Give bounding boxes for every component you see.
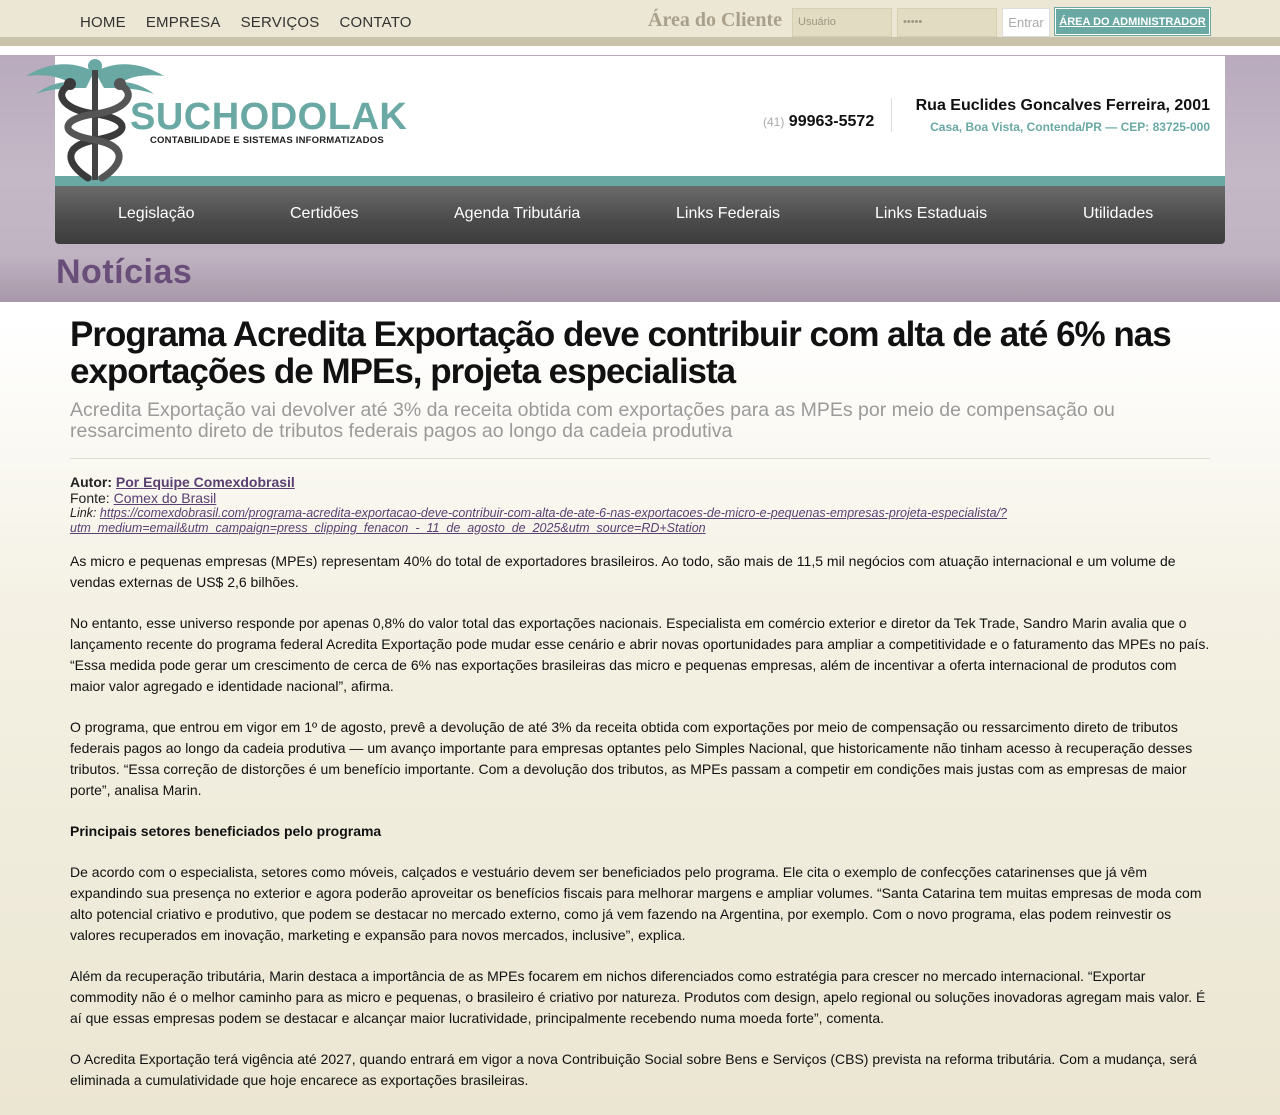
article-subheading: Principais setores beneficiados pelo programa <box>70 823 382 839</box>
phone-number: 99963-5572 <box>788 113 875 130</box>
top-bar <box>0 0 1280 46</box>
article-url[interactable]: https://comexdobrasil.com/programa-acredita-exportacao-deve-contribuir-com-alta-de-ate-6-nas-exportacoes-de-micro-e-pequenas-empresas-projeta-especialista/?utm_medium=email&utm_campaign=press_clipping_fenacon_-_11_de_agosto_de_2025&utm_source=RD+Station <box>70 506 1008 535</box>
phone <box>763 113 874 131</box>
top-nav-empresa[interactable]: EMPRESA <box>145 14 221 31</box>
logo-tagline: CONTABILIDADE E SISTEMAS INFORMATIZADOS <box>150 135 384 146</box>
top-nav <box>80 14 412 31</box>
author-label: Autor: <box>70 474 112 490</box>
header-separator <box>891 98 892 132</box>
article-paragraph: As micro e pequenas empresas (MPEs) representam 40% do total de exportadores brasileiros. Ao todo, são mais de 11,5 mil negócios com atuação internacional e um volume de vendas externas de US$ 2,6 bilhões. <box>70 553 1176 590</box>
client-area-title: Área do Cliente <box>648 9 783 31</box>
section-title: Notícias <box>56 253 193 291</box>
header-divider <box>55 176 1225 186</box>
article-divider <box>70 458 1210 459</box>
article-headline: Programa Acredita Exportação deve contribuir com alta de até 6% nas exportações de MPEs, projeta especialista <box>70 315 1171 391</box>
source-link[interactable]: Comex do Brasil <box>113 490 217 506</box>
article-paragraph: Além da recuperação tributária, Marin destaca a importância de as MPEs focarem em nichos diferenciados como estratégia para crescer no mercado internacional. “Exportar commodity não é o melhor caminho para as micro e pequenas, o brasileiro é criativo por natureza. Produtos com design, apelo regional ou soluções inovadoras agregam mais valor. É aí que essas empresas podem se destacar e alcançar maior lucratividade, principalmente recebendo numa moeda forte”, comenta. <box>70 968 1206 1026</box>
address-line2: Casa, Boa Vista, Contenda/PR — CEP: 83725-000 <box>930 120 1210 134</box>
article-link <box>70 506 1210 536</box>
nav-links-estaduais[interactable]: Links Estaduais <box>875 205 988 222</box>
article-author <box>70 474 1210 490</box>
author-link[interactable]: Por Equipe Comexdobrasil <box>115 474 295 490</box>
username-input[interactable]: Usuário <box>792 8 892 37</box>
nav-certidoes[interactable]: Certidões <box>290 205 359 222</box>
article-paragraph: O Acredita Exportação terá vigência até 2027, quando entrará em vigor a nova Contribuição Social sobre Bens e Serviços (CBS) prevista na reforma tributária. Com a mudança, será eliminada a cumulatividade que hoje encarece as exportações brasileiras. <box>70 1051 1197 1088</box>
article-paragraph: De acordo com o especialista, setores como móveis, calçados e vestuário devem ser beneficiados pelo programa. Ele cita o exemplo de confecções catarinenses que já vêm expandindo sua presença no exterior e agora poderão aproveitar os benefícios fiscais para melhorar margens e ampliar volumes. “Santa Catarina tem muitas empresas de moda com alto potencial criativo e produtivo, que podem se destacar no mercado externo, como já vem fazendo na Argentina, por exemplo. Com o novo programa, elas podem reinvestir os valores recuperados em inovação, marketing e expansão para novos mercados, inclusive”, explica. <box>70 864 1202 943</box>
admin-area-button[interactable]: ÁREA DO ADMINISTRADOR <box>1055 8 1210 35</box>
main-nav <box>55 186 1225 244</box>
top-nav-home[interactable]: HOME <box>80 14 126 31</box>
nav-utilidades[interactable]: Utilidades <box>1083 205 1154 222</box>
top-nav-contato[interactable]: CONTATO <box>339 14 412 31</box>
nav-agenda-tributaria[interactable]: Agenda Tributária <box>454 205 581 222</box>
article-subhead: Acredita Exportação vai devolver até 3% da receita obtida com exportações para as MPEs por meio de compensação ou ressarcimento direto de tributos federais pagos ao longo da cadeia produtiva <box>70 399 1115 442</box>
password-input[interactable]: ••••• <box>897 8 997 37</box>
enter-button[interactable]: Entrar <box>1002 8 1050 37</box>
article-paragraph: No entanto, esse universo responde por apenas 0,8% do valor total das exportações nacionais. Especialista em comércio exterior e diretor da Tek Trade, Sandro Marin avalia que o lançamento recente do programa federal Acredita Exportação pode mudar esse cenário e abrir novas oportunidades para ampliar a competitividade e o faturamento das MPEs no país. “Essa medida pode gerar um crescimento de cerca de 6% nas exportações brasileiras das micro e pequenas empresas, além de incentivar a oferta internacional de produtos com maior valor agregado e identidade nacional”, afirma. <box>70 615 1210 694</box>
article-paragraph: O programa, que entrou em vigor em 1º de agosto, prevê a devolução de até 3% da receita obtida com exportações por meio de compensação ou ressarcimento direto de tributos federais pagos ao longo da cadeia produtiva — um avanço importante para empresas optantes pelo Simples Nacional, que historicamente não tinham acesso à recuperação desses tributos. “Essa correção de distorções é um benefício importante. Com a devolução dos tributos, as MPEs passam a competir em condições mais justas com as empresas de maior porte”, analisa Marin. <box>70 719 1193 798</box>
phone-ddd: (41) <box>763 115 785 129</box>
article-source <box>70 490 1210 506</box>
nav-legislacao[interactable]: Legislação <box>118 205 195 222</box>
nav-links-federais[interactable]: Links Federais <box>676 205 781 222</box>
source-label: Fonte: <box>70 490 110 506</box>
logo-name: SUCHODOLAK <box>130 96 408 138</box>
link-label: Link: <box>70 506 97 520</box>
top-nav-servicos[interactable]: SERVIÇOS <box>240 14 320 31</box>
address-line1: Rua Euclides Goncalves Ferreira, 2001 <box>915 97 1210 114</box>
